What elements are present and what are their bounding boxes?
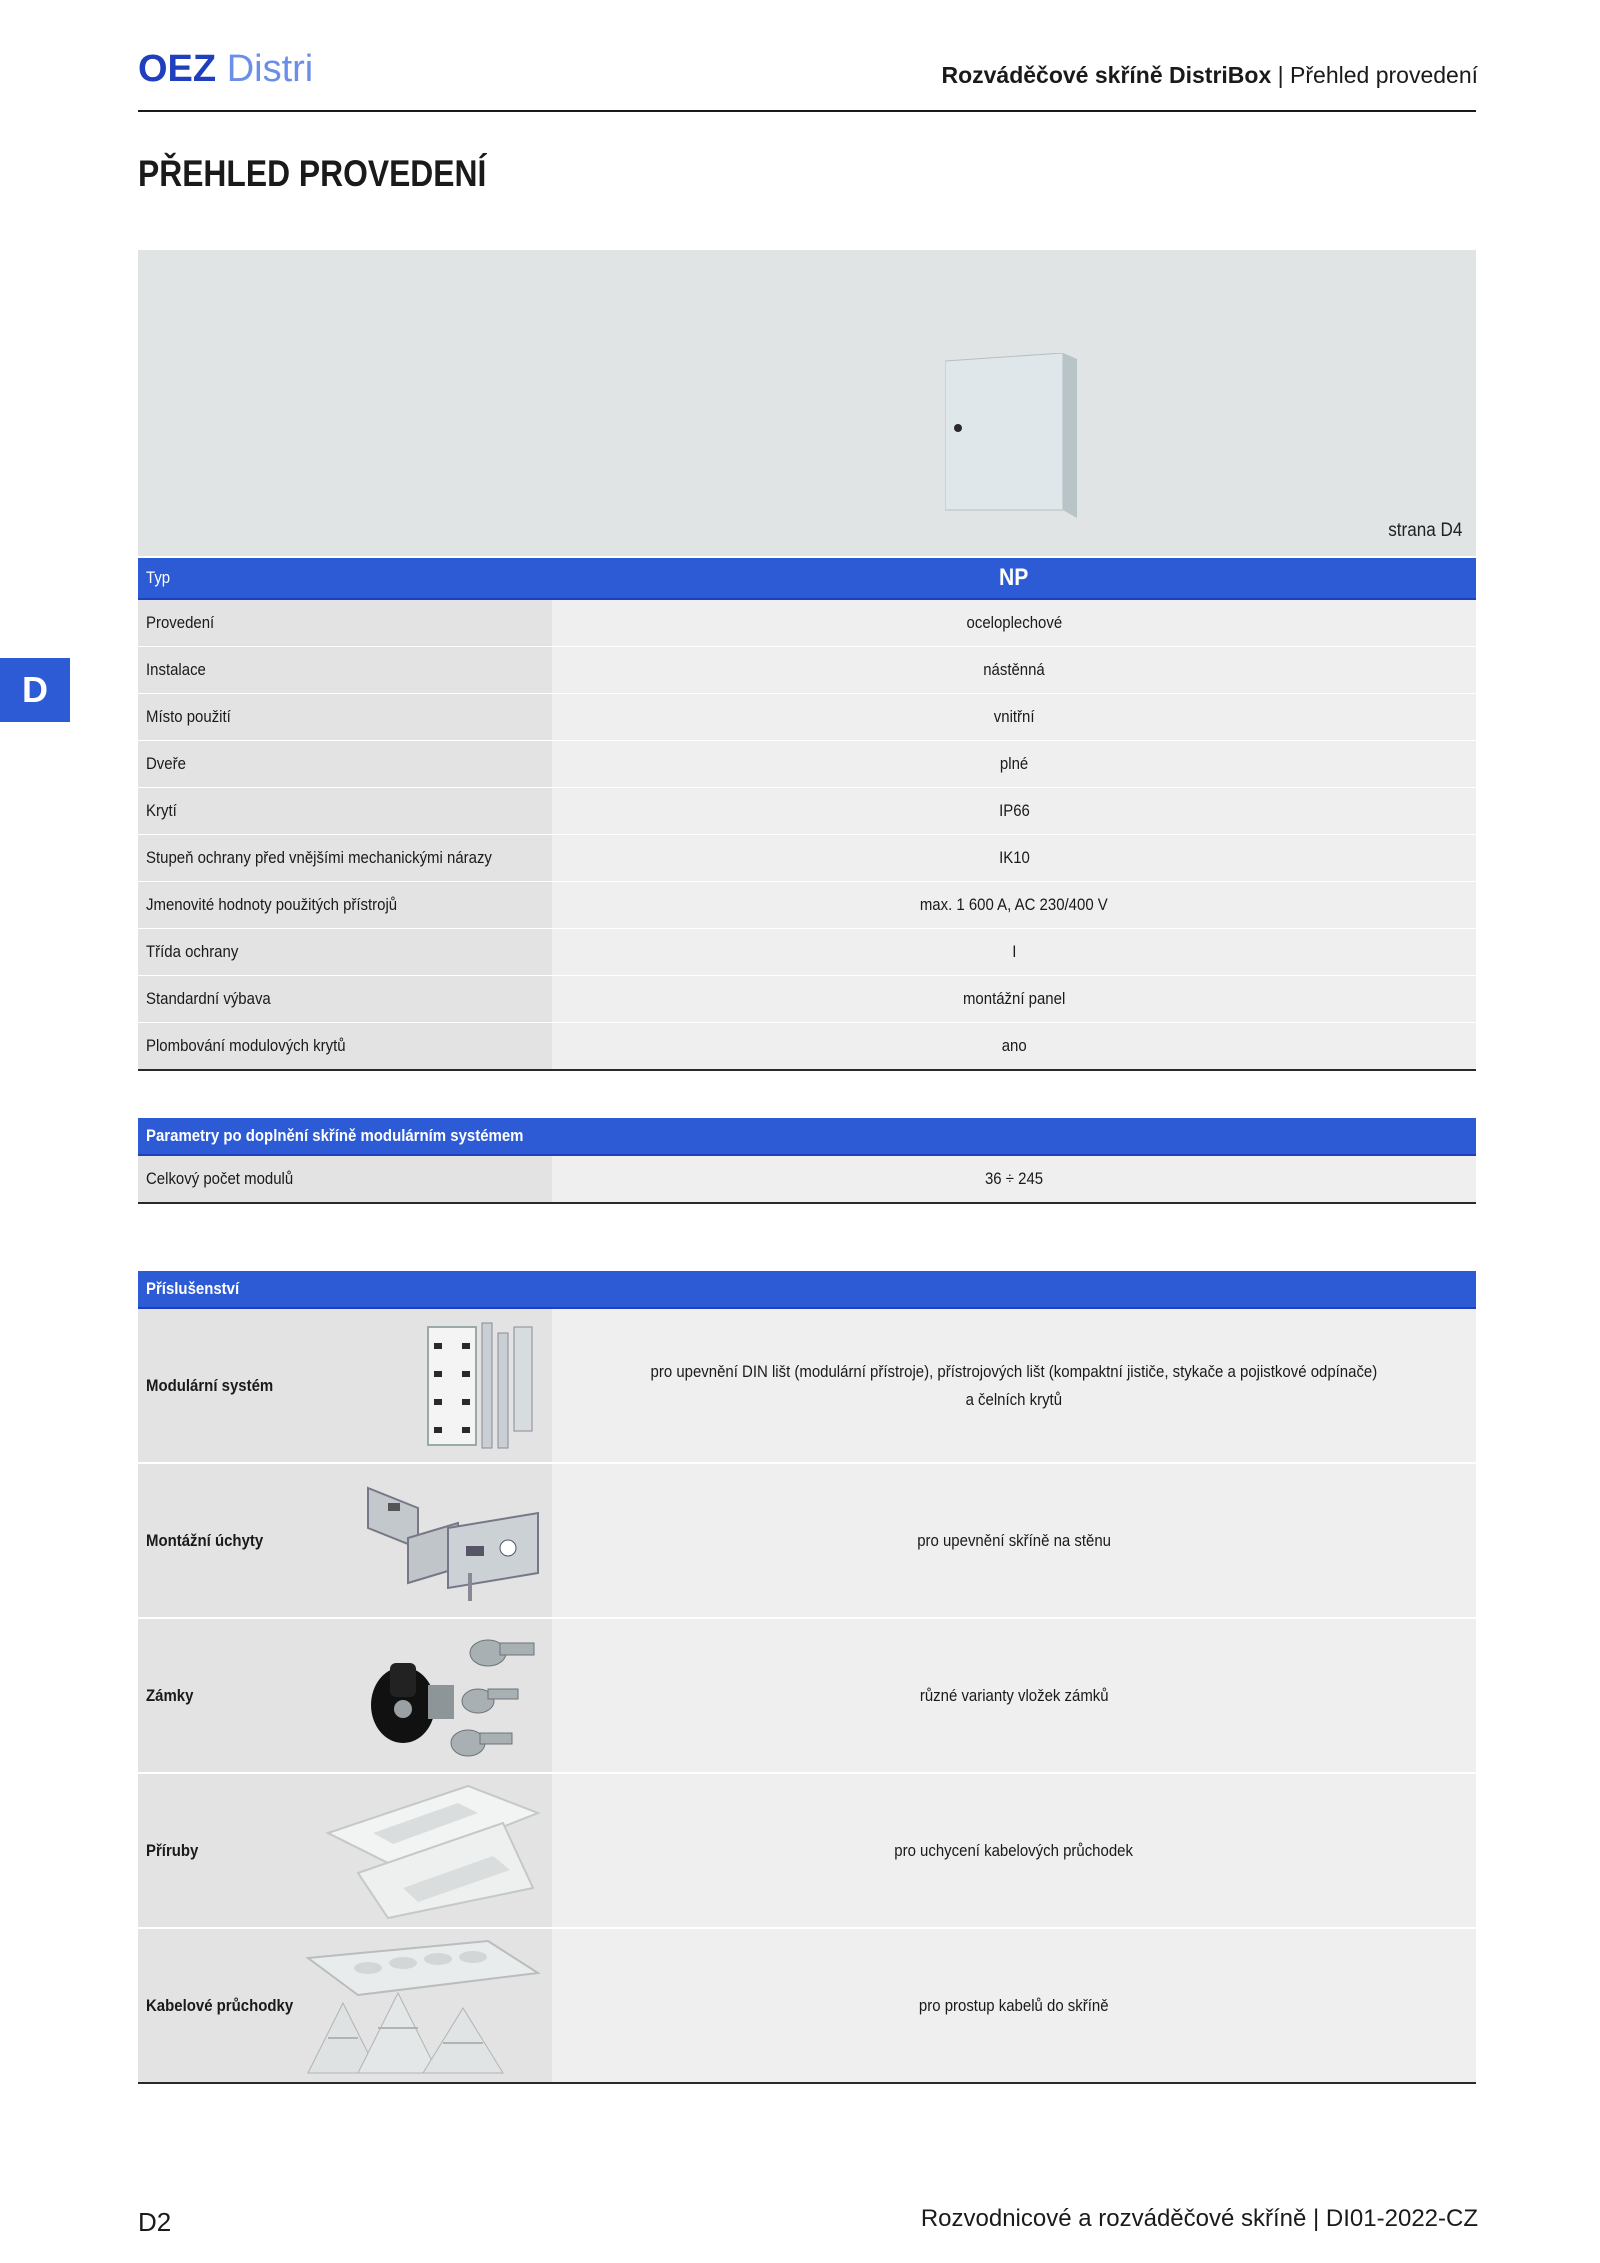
header-separator: |	[1277, 62, 1284, 88]
table-row	[138, 647, 1476, 694]
row-label: Třída ochrany	[146, 942, 239, 961]
table-row	[138, 976, 1476, 1023]
spec-head-label: Typ	[146, 568, 171, 587]
accessory-desc: pro upevnění DIN lišt (modulární přístroje), přístrojových lišt (kompaktní jističe, stykače a pojistkové odpínače)	[650, 1361, 1378, 1381]
page-reference: strana D4	[1387, 520, 1462, 541]
row-value: IP66	[998, 801, 1030, 820]
table-row	[138, 741, 1476, 788]
row-label: Jmenovité hodnoty použitých přístrojů	[146, 895, 398, 914]
row-value: 36 ÷ 245	[984, 1169, 1044, 1188]
header-title	[941, 62, 1478, 89]
spec-table	[138, 558, 1476, 1071]
page-number: D2	[138, 2207, 172, 2237]
accessory-name: Příruby	[146, 1840, 199, 1860]
table-row	[138, 835, 1476, 882]
accessory-name: Modulární systém	[146, 1375, 274, 1395]
accessory-row	[138, 1309, 1476, 1464]
accessory-desc: různé varianty vložek zámků	[919, 1685, 1109, 1705]
table-bottom-rule	[138, 2082, 1476, 2084]
modular-system-icon	[408, 1313, 548, 1458]
cable-gland-icon	[288, 1933, 548, 2078]
accessory-name: Zámky	[146, 1685, 194, 1705]
row-value: plné	[999, 754, 1029, 773]
row-value: nástěnná	[983, 660, 1045, 679]
table-row	[138, 882, 1476, 929]
params-table-header	[138, 1118, 1476, 1156]
page-title: PŘEHLED PROVEDENÍ	[138, 153, 487, 194]
row-label: Celkový počet modulů	[146, 1169, 294, 1188]
flange-plate-icon	[318, 1778, 548, 1923]
row-label: Místo použití	[146, 707, 231, 726]
table-row	[138, 600, 1476, 647]
cabinet-image	[945, 353, 1077, 518]
row-value: max. 1 600 A, AC 230/400 V	[920, 895, 1108, 914]
section-tab: D	[0, 658, 70, 722]
row-value: I	[1011, 942, 1017, 961]
row-label: Plombování modulových krytů	[146, 1036, 346, 1055]
accessories-head-label: Příslušenství	[146, 1279, 240, 1298]
table-row	[138, 929, 1476, 976]
row-value: IK10	[998, 848, 1030, 867]
table-row	[138, 1023, 1476, 1069]
spec-head-value: NP	[999, 564, 1029, 591]
accessory-row	[138, 1774, 1476, 1929]
brand-logo	[138, 48, 313, 91]
row-value: oceloplechové	[966, 613, 1062, 632]
table-row	[138, 788, 1476, 835]
row-value: vnitřní	[993, 707, 1035, 726]
cabinet-lock-icon	[954, 424, 962, 432]
accessory-desc: pro upevnění skříně na stěnu	[917, 1530, 1111, 1550]
header-divider	[138, 110, 1476, 112]
logo-oez: OEZ	[138, 48, 217, 90]
accessory-desc: pro prostup kabelů do skříně	[919, 1995, 1109, 2015]
row-label: Standardní výbava	[146, 989, 271, 1008]
accessory-desc-2: a čelních krytů	[965, 1389, 1063, 1409]
table-row	[138, 1156, 1476, 1202]
row-label: Provedení	[146, 613, 215, 632]
table-bottom-rule	[138, 1069, 1476, 1071]
row-label: Dveře	[146, 754, 186, 773]
table-row	[138, 694, 1476, 741]
logo-distri: Distri	[226, 48, 314, 90]
row-label: Krytí	[146, 801, 177, 820]
header-title-rest: Přehled provedení	[1290, 62, 1478, 88]
accessory-row	[138, 1929, 1476, 2082]
mounting-bracket-icon	[348, 1468, 548, 1613]
accessories-table-header	[138, 1271, 1476, 1309]
accessory-name: Montážní úchyty	[146, 1530, 264, 1550]
params-table	[138, 1118, 1476, 1204]
product-photo-panel	[138, 250, 1476, 556]
header-title-bold: Rozváděčové skříně DistriBox	[941, 62, 1272, 88]
accessory-desc: pro uchycení kabelových průchodek	[894, 1840, 1134, 1860]
params-head-label: Parametry po doplnění skříně modulárním systémem	[146, 1126, 524, 1145]
row-label: Stupeň ochrany před vnějšími mechanickými nárazy	[146, 848, 492, 867]
lock-icon	[348, 1623, 548, 1768]
table-bottom-rule	[138, 1202, 1476, 1204]
row-value: montážní panel	[962, 989, 1066, 1008]
row-label: Instalace	[146, 660, 206, 679]
accessory-row	[138, 1464, 1476, 1619]
spec-table-header	[138, 558, 1476, 600]
accessory-name: Kabelové průchodky	[146, 1995, 294, 2015]
accessory-row	[138, 1619, 1476, 1774]
row-value: ano	[1001, 1036, 1027, 1055]
accessories-table	[138, 1271, 1476, 2084]
footer-text: Rozvodnicové a rozváděčové skříně | DI01-2022-CZ	[920, 2205, 1478, 2232]
